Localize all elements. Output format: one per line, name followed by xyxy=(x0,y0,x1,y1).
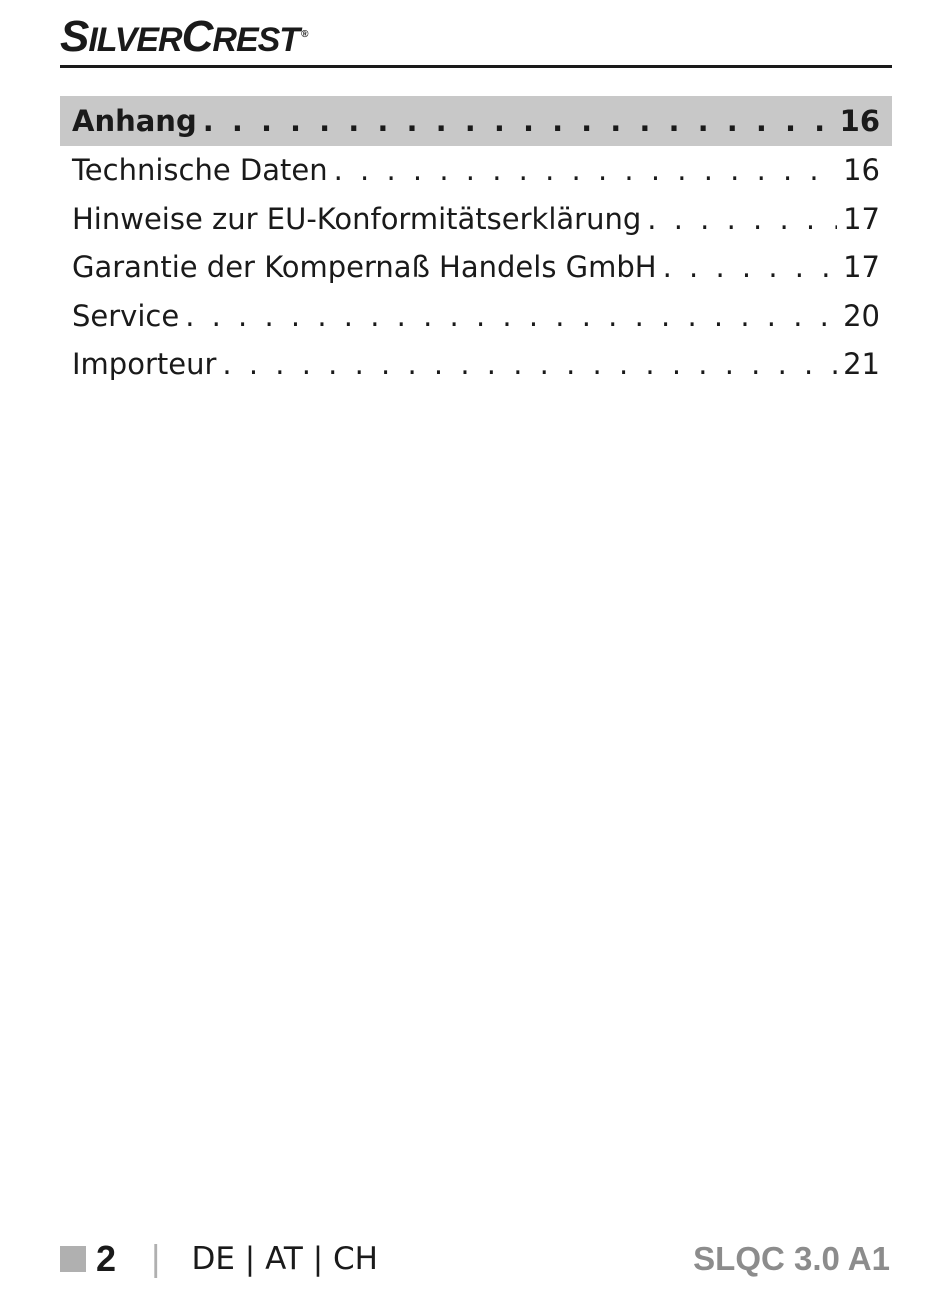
toc-leader-dots xyxy=(185,292,837,341)
toc-entry-title: Hinweise zur EU-Konformitätserklärung xyxy=(72,201,642,236)
footer-page-number: 2 xyxy=(96,1238,117,1279)
toc-leader-dots xyxy=(663,243,838,292)
toc-entry-page: 21 xyxy=(843,347,880,381)
toc-entry-title: Importeur xyxy=(72,347,217,381)
logo-part1-rest: ILVER xyxy=(88,21,182,59)
footer-square-marker xyxy=(60,1246,86,1272)
toc-leader-dots xyxy=(222,340,837,389)
footer-country-codes: DE | AT | CH xyxy=(191,1241,378,1277)
logo-part1-initial: S xyxy=(60,12,89,61)
toc-entry[interactable] xyxy=(60,292,892,341)
brand-logo xyxy=(60,12,307,62)
registered-mark: ® xyxy=(301,28,308,40)
logo-part2-rest: REST xyxy=(212,21,300,59)
footer-separator: | xyxy=(150,1239,162,1279)
toc-leader-dots xyxy=(647,195,837,244)
logo-part2-initial: C xyxy=(181,12,213,61)
toc-leader-dots xyxy=(203,96,834,146)
toc-section-title: Anhang xyxy=(72,104,197,138)
toc-section-page: 16 xyxy=(839,104,880,138)
toc-entry-title: Garantie der Kompernaß Handels GmbH xyxy=(72,250,657,284)
page-footer xyxy=(60,1236,890,1282)
toc-entry-page: 16 xyxy=(843,153,880,187)
toc-entry-page: 17 xyxy=(843,250,880,284)
toc-entry-page: 20 xyxy=(843,298,880,333)
toc-entry-title: Service xyxy=(72,298,180,333)
toc-entry[interactable] xyxy=(60,340,892,389)
toc-leader-dots xyxy=(334,146,838,195)
toc-entry-title: Technische Daten xyxy=(72,153,328,187)
toc-section-anhang[interactable] xyxy=(60,96,892,146)
toc-entry-page: 17 xyxy=(843,201,880,236)
toc-entry[interactable] xyxy=(60,195,892,244)
table-of-contents xyxy=(60,96,892,389)
toc-entry[interactable] xyxy=(60,243,892,292)
toc-entry[interactable] xyxy=(60,146,892,195)
header-divider xyxy=(60,65,892,68)
footer-model-number: SLQC 3.0 A1 xyxy=(693,1240,890,1277)
